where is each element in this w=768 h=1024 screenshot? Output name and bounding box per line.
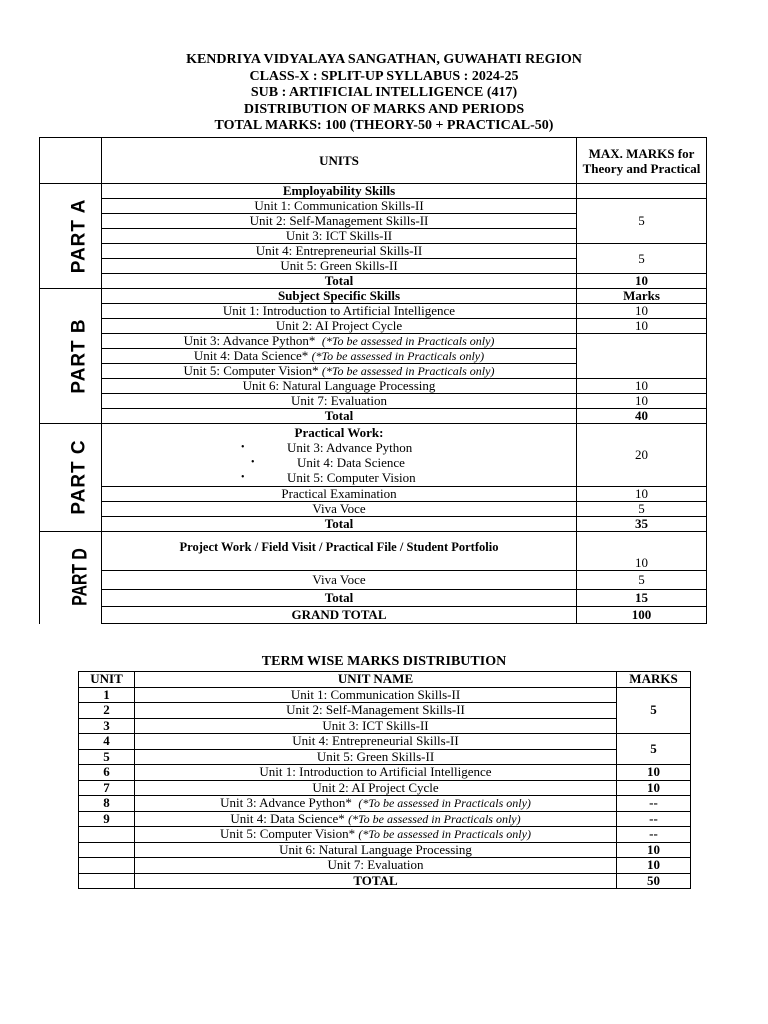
table-row bbox=[79, 749, 691, 765]
unit-marks: 10 bbox=[577, 394, 707, 409]
list-item: • Unit 4: Data Science bbox=[102, 455, 576, 470]
unit-name: Unit 3: ICT Skills-II bbox=[135, 718, 617, 734]
unit-marks: 10 bbox=[577, 319, 707, 334]
table-row bbox=[79, 811, 691, 827]
total-label: Total bbox=[102, 590, 577, 607]
table-row bbox=[40, 409, 707, 424]
part-b-label: PART B bbox=[68, 317, 90, 394]
unit-name: Unit 1: Communication Skills-II bbox=[135, 687, 617, 703]
part-a-cell bbox=[40, 184, 102, 289]
unit-marks: 20 bbox=[577, 424, 707, 487]
unit-column-header: UNIT bbox=[79, 672, 135, 688]
unit-name: Unit 1: Introduction to Artificial Intelligence bbox=[102, 304, 577, 319]
total-value: 40 bbox=[577, 409, 707, 424]
unit-name-with-note: Unit 4: Data Science* (*To be assessed in Practicals only) bbox=[135, 811, 617, 827]
unit-marks: 10 bbox=[617, 780, 691, 796]
table-row bbox=[40, 319, 707, 334]
unit-marks: -- bbox=[617, 827, 691, 843]
table-row bbox=[40, 184, 707, 199]
viva-voce: Viva Voce bbox=[102, 571, 577, 590]
unit-marks: 10 bbox=[577, 487, 707, 502]
unit-name: Unit 1: Communication Skills-II bbox=[102, 199, 577, 214]
total-label: TOTAL bbox=[135, 873, 617, 889]
unit-marks: 10 bbox=[617, 858, 691, 874]
unit-name: Unit 7: Evaluation bbox=[102, 394, 577, 409]
unit-number bbox=[79, 842, 135, 858]
unit-marks: 10 bbox=[577, 379, 707, 394]
grand-total-value: 100 bbox=[577, 607, 707, 624]
project-work: Project Work / Field Visit / Practical File / Student Portfolio bbox=[102, 532, 577, 571]
unit-name: Unit 6: Natural Language Processing bbox=[102, 379, 577, 394]
unit-number: 7 bbox=[79, 780, 135, 796]
practicals-note: (*To be assessed in Practicals only) bbox=[321, 364, 495, 378]
table-row bbox=[40, 274, 707, 289]
header-class: CLASS-X : SPLIT-UP SYLLABUS : 2024-25 bbox=[249, 68, 519, 84]
unit-marks: 5 bbox=[577, 199, 707, 244]
practicals-note: (*To be assessed in Practicals only) bbox=[358, 827, 531, 842]
total-value: 15 bbox=[577, 590, 707, 607]
table-row bbox=[79, 703, 691, 719]
unit-name: Unit 5: Computer Vision* bbox=[183, 363, 319, 378]
unit-marks: 10 bbox=[577, 304, 707, 319]
table-row bbox=[79, 842, 691, 858]
practicals-note: (*To be assessed in Practicals only) bbox=[358, 796, 531, 811]
unit-number: 6 bbox=[79, 765, 135, 781]
table-row bbox=[40, 334, 707, 349]
unit-name: Unit 6: Natural Language Processing bbox=[135, 842, 617, 858]
part-c-cell bbox=[40, 424, 102, 532]
unit-number: 1 bbox=[79, 687, 135, 703]
list-item: • Unit 5: Computer Vision bbox=[241, 470, 416, 485]
marks-column-header: MARKS bbox=[617, 672, 691, 688]
unit-name-with-note: Unit 3: Advance Python* (*To be assessed in Practicals only) bbox=[135, 796, 617, 812]
unit-marks: 5 bbox=[577, 571, 707, 590]
marks-column-header: MAX. MARKS for Theory and Practical bbox=[577, 138, 707, 184]
unit-name: Unit 4: Entrepreneurial Skills-II bbox=[102, 244, 577, 259]
table-row bbox=[79, 718, 691, 734]
table-row bbox=[79, 687, 691, 703]
units-column-header: UNITS bbox=[102, 138, 577, 184]
part-b-cell bbox=[40, 289, 102, 424]
table-row bbox=[40, 199, 707, 214]
total-label: Total bbox=[102, 274, 577, 289]
table-row bbox=[79, 873, 691, 889]
practical-work-heading: Practical Work: bbox=[294, 425, 384, 440]
table-row bbox=[79, 734, 691, 750]
unit-name: Unit 7: Evaluation bbox=[135, 858, 617, 874]
viva-voce: Viva Voce bbox=[102, 502, 577, 517]
table-row bbox=[40, 379, 707, 394]
bullet-icon: • bbox=[241, 442, 245, 453]
unit-number: 9 bbox=[79, 811, 135, 827]
table-row bbox=[40, 502, 707, 517]
empty-cell bbox=[577, 184, 707, 199]
unit-marks: 10 bbox=[617, 765, 691, 781]
empty-cell bbox=[577, 334, 707, 379]
unit-name-with-note bbox=[102, 349, 577, 364]
term-wise-title: TERM WISE MARKS DISTRIBUTION bbox=[261, 654, 507, 669]
unit-name: Unit 2: AI Project Cycle bbox=[102, 319, 577, 334]
unit-marks: 5 bbox=[577, 502, 707, 517]
header-total-marks: TOTAL MARKS: 100 (THEORY-50 + PRACTICAL-50) bbox=[214, 118, 554, 133]
unit-name: Unit 2: Self-Management Skills-II bbox=[102, 214, 577, 229]
part-d-cell bbox=[40, 532, 102, 624]
practicals-note: (*To be assessed in Practicals only) bbox=[311, 349, 485, 363]
document-header bbox=[0, 52, 768, 135]
unit-number: 8 bbox=[79, 796, 135, 812]
unit-marks: -- bbox=[617, 811, 691, 827]
header-subject: SUB : ARTIFICIAL INTELLIGENCE (417) bbox=[250, 85, 518, 100]
marks-heading: Marks bbox=[577, 289, 707, 304]
unit-number: 5 bbox=[79, 749, 135, 765]
unit-name: Unit 5: Green Skills-II bbox=[135, 749, 617, 765]
table-row bbox=[40, 244, 707, 259]
part-header-cell bbox=[40, 138, 102, 184]
unit-name: Unit 3: Advance Python* bbox=[183, 333, 316, 348]
unit-number: 4 bbox=[79, 734, 135, 750]
total-value: 10 bbox=[577, 274, 707, 289]
table-row bbox=[79, 796, 691, 812]
table-row bbox=[40, 590, 707, 607]
empty-cell bbox=[79, 873, 135, 889]
unit-name: Unit 3: ICT Skills-II bbox=[102, 229, 577, 244]
practicals-note: (*To be assessed in Practicals only) bbox=[321, 334, 495, 348]
table-row bbox=[79, 780, 691, 796]
employability-skills-heading: Employability Skills bbox=[102, 184, 577, 199]
part-c-label: PART C bbox=[68, 439, 90, 515]
unit-name-with-note: Unit 5: Computer Vision* (*To be assessed in Practicals only) bbox=[135, 827, 617, 843]
term-wise-table bbox=[78, 671, 691, 889]
practical-work-cell bbox=[102, 424, 577, 487]
table-row bbox=[40, 304, 707, 319]
table-row bbox=[40, 517, 707, 532]
table-row bbox=[40, 571, 707, 590]
unit-name: Unit 1: Introduction to Artificial Intelligence bbox=[135, 765, 617, 781]
unit-number bbox=[79, 827, 135, 843]
practical-exam: Practical Examination bbox=[102, 487, 577, 502]
table-row bbox=[79, 765, 691, 781]
total-label: Total bbox=[102, 517, 577, 532]
table-row bbox=[40, 289, 707, 304]
table-row bbox=[40, 424, 707, 487]
header-distribution: DISTRIBUTION OF MARKS AND PERIODS bbox=[243, 101, 525, 117]
part-a-label: PART A bbox=[68, 198, 90, 273]
unit-marks: 10 bbox=[617, 842, 691, 858]
marks-distribution-table bbox=[39, 137, 707, 624]
table-row bbox=[40, 394, 707, 409]
total-label: Total bbox=[102, 409, 577, 424]
list-item: • Unit 3: Advance Python bbox=[241, 440, 413, 455]
unit-marks: 10 bbox=[577, 532, 707, 571]
unit-name: Unit 4: Entrepreneurial Skills-II bbox=[135, 734, 617, 750]
unit-name-column-header: UNIT NAME bbox=[135, 672, 617, 688]
bullet-icon: • bbox=[241, 472, 245, 483]
table-header-row bbox=[40, 138, 707, 184]
unit-name: Unit 2: Self-Management Skills-II bbox=[135, 703, 617, 719]
total-value: 35 bbox=[577, 517, 707, 532]
total-value: 50 bbox=[617, 873, 691, 889]
unit-name: Unit 5: Green Skills-II bbox=[102, 259, 577, 274]
table-row bbox=[40, 487, 707, 502]
part-d-label: PART D bbox=[68, 548, 92, 606]
unit-name: Unit 2: AI Project Cycle bbox=[135, 780, 617, 796]
header-organization: KENDRIYA VIDYALAYA SANGATHAN, GUWAHATI REGION bbox=[186, 52, 582, 67]
unit-name: Unit 4: Data Science* bbox=[193, 348, 309, 363]
unit-number bbox=[79, 858, 135, 874]
unit-name-with-note bbox=[102, 364, 577, 379]
grand-total-label: GRAND TOTAL bbox=[102, 607, 577, 624]
bullet-icon: • bbox=[251, 457, 255, 468]
table-header-row bbox=[79, 672, 691, 688]
table-row bbox=[79, 827, 691, 843]
unit-marks: 5 bbox=[577, 244, 707, 274]
unit-marks: 5 bbox=[617, 687, 691, 734]
unit-number: 2 bbox=[79, 703, 135, 719]
subject-skills-heading: Subject Specific Skills bbox=[102, 289, 577, 304]
practicals-note: (*To be assessed in Practicals only) bbox=[348, 811, 521, 826]
unit-name-with-note bbox=[102, 334, 577, 349]
table-row bbox=[40, 532, 707, 571]
unit-marks: -- bbox=[617, 796, 691, 812]
unit-marks: 5 bbox=[617, 734, 691, 765]
table-row bbox=[79, 858, 691, 874]
unit-number: 3 bbox=[79, 718, 135, 734]
table-row bbox=[40, 607, 707, 624]
